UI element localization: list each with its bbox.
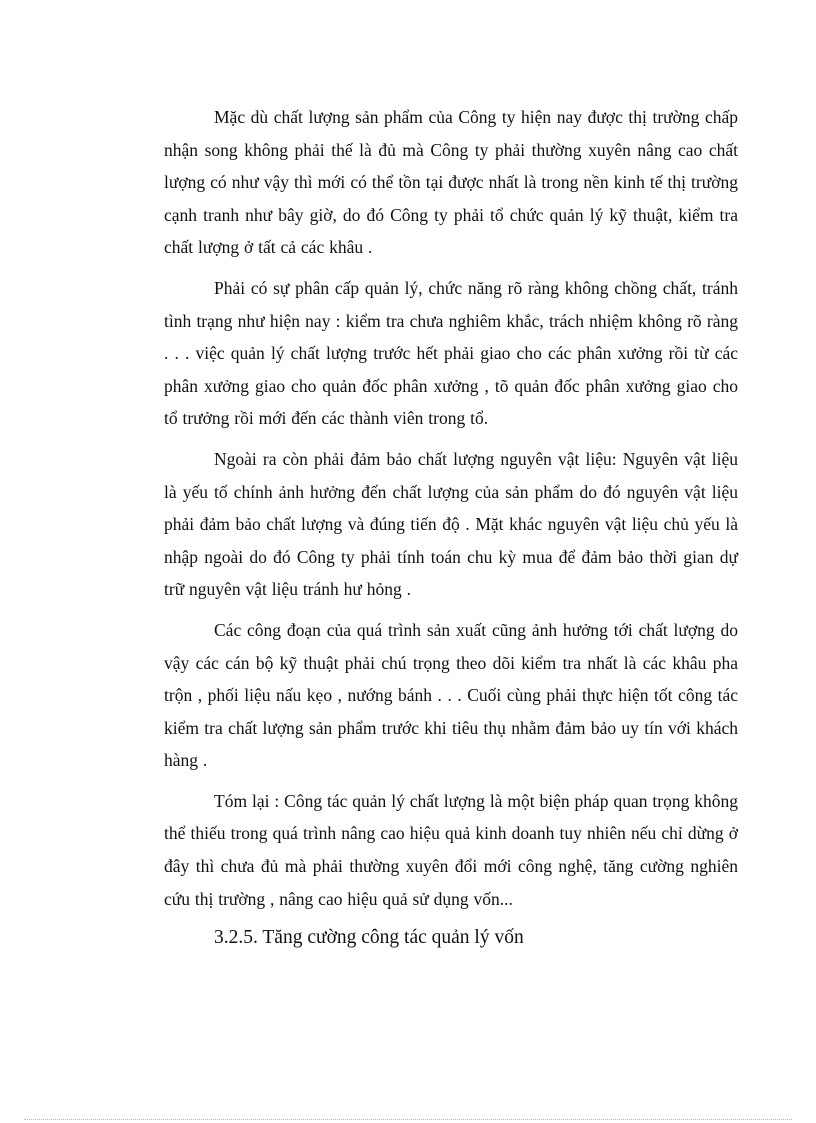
document-body	[164, 101, 738, 953]
paragraph-production-stages: Các công đoạn của quá trình sản xuất cũng ảnh hưởng tới chất lượng do vậy các cán bộ kỹ thuật phải chú trọng theo dõi kiểm tra nhất là các khâu pha trộn , phối liệu nấu kẹo , nướng bánh . . . Cuối cùng phải thực hiện tốt công tác kiểm tra chất lượng sản phẩm trước khi tiêu thụ nhằm đảm bảo uy tín với khách hàng .	[164, 619, 738, 771]
section-heading: 3.2.5. Tăng cường công tác quản lý vốn	[214, 927, 524, 949]
paragraph-raw-materials: Ngoài ra còn phải đảm bảo chất lượng nguyên vật liệu: Nguyên vật liệu là yếu tố chính ảnh hưởng đến chất lượng của sản phẩm do đó nguyên vật liệu phải đảm bảo chất lượng và đúng tiến độ . Mặt khác nguyên vật liệu chủ yếu là nhập ngoài do đó Công ty phải tính toán chu kỳ mua để đảm bảo thời gian dự trữ nguyên vật liệu tránh hư hỏng .	[164, 448, 738, 600]
paragraph-management-hierarchy: Phải có sự phân cấp quản lý, chức năng rõ ràng không chồng chất, tránh tình trạng như hiện nay : kiểm tra chưa nghiêm khắc, trách nhiệm không rõ ràng . . . việc quản lý chất lượng trước hết phải giao cho các phân xưởng rồi từ các phân xưởng giao cho quản đốc phân xưởng , tõ quản đốc phân xưởng giao cho tổ trưởng rồi mới đến các thành viên trong tổ.	[164, 277, 738, 429]
paragraph-summary: Tóm lại : Công tác quản lý chất lượng là một biện pháp quan trọng không thể thiếu trong quá trình nâng cao hiệu quả kinh doanh tuy nhiên nếu chỉ dừng ở đây thì chưa đủ mà phải thường xuyên đổi mới công nghệ, tăng cường nghiên cứu thị trường , nâng cao hiệu quả sử dụng vốn...	[164, 790, 738, 909]
page-bottom-divider	[24, 1119, 792, 1120]
paragraph-product-quality: Mặc dù chất lượng sản phẩm của Công ty hiện nay được thị trường chấp nhận song không phải thế là đủ mà Công ty phải thường xuyên nâng cao chất lượng có như vậy thì mới có thể tồn tại được nhất là trong nền kinh tế thị trường cạnh tranh như bây giờ, do đó Công ty phải tổ chức quản lý kỹ thuật, kiểm tra chất lượng ở tất cả các khâu .	[164, 107, 738, 258]
